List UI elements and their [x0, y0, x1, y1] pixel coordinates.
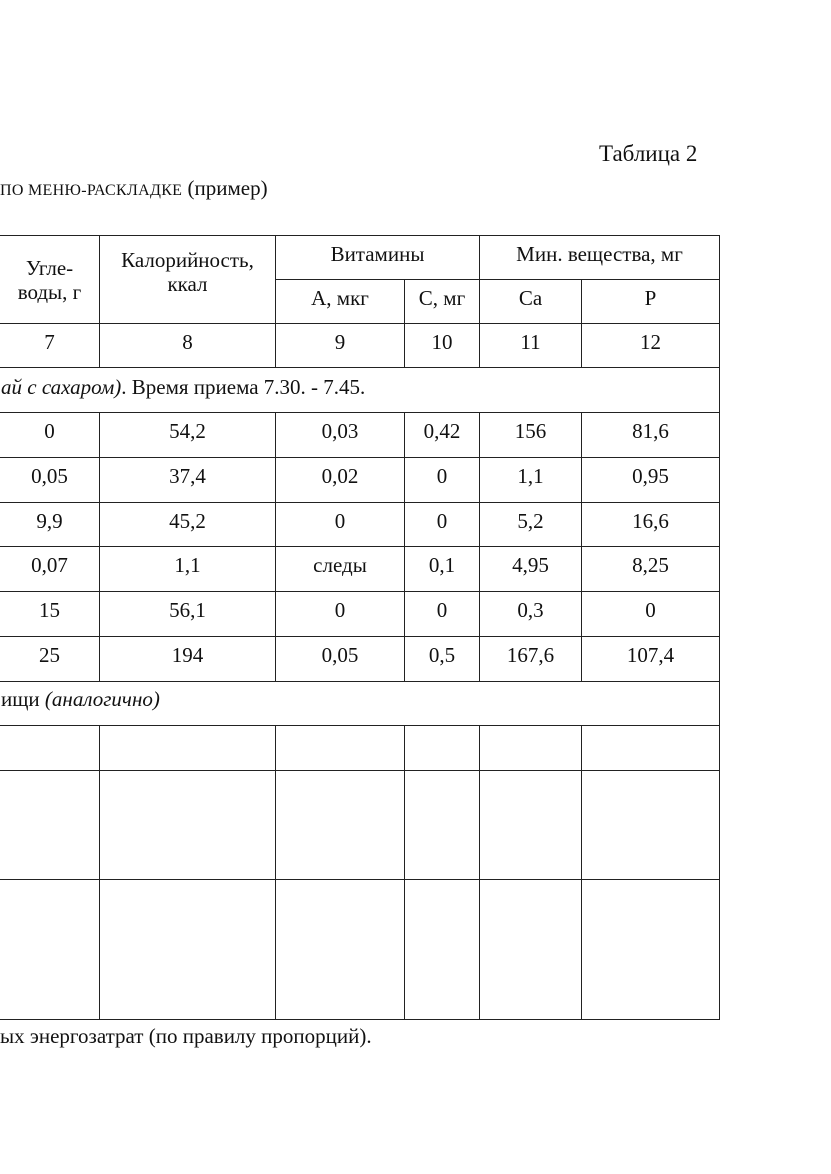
cell-phosphorus: 8,25 — [632, 553, 669, 577]
title-suffix: (пример) — [182, 176, 268, 200]
header-vitamins: Витамины — [330, 242, 425, 266]
cell-vitamin-a: 0 — [334, 509, 346, 533]
cell-vitamin-c: 0,5 — [428, 643, 456, 667]
cell-carbs: 0 — [44, 419, 55, 443]
cell-calories: 54,2 — [169, 419, 206, 443]
cell-carbs: 9,9 — [36, 509, 63, 533]
section-breakfast-time: . Время приема 7.30. - 7.45. — [121, 374, 366, 399]
column-number: 9 — [334, 330, 346, 354]
title-smallcaps: ПО МЕНЮ-РАСКЛАДКЕ — [0, 182, 183, 199]
cell-calories: 37,4 — [169, 464, 206, 488]
section-next-plain: ищи — [1, 686, 45, 711]
footnote: ых энергозатрат (по правилу пропорций). — [0, 1024, 372, 1048]
cell-calcium: 156 — [514, 419, 547, 443]
header-carbs-line1: Угле- — [25, 255, 74, 280]
cell-vitamin-c: 0 — [436, 464, 448, 488]
column-number: 11 — [520, 330, 541, 354]
cell-vitamin-c: 0 — [436, 598, 448, 622]
cell-calcium: 0,3 — [517, 598, 544, 622]
cell-carbs: 0,07 — [31, 553, 68, 577]
cell-calcium: 5,2 — [517, 509, 544, 533]
section-next-meal — [0, 682, 719, 716]
cell-calcium: 1,1 — [517, 464, 544, 488]
cell-phosphorus: 0 — [645, 598, 656, 622]
header-phosphorus: Р — [644, 286, 657, 310]
cell-carbs: 25 — [39, 643, 60, 667]
cell-calories: 1,1 — [174, 553, 201, 577]
cell-carbs: 0,05 — [31, 464, 68, 488]
cell-phosphorus: 107,4 — [626, 643, 675, 667]
cell-phosphorus: 81,6 — [632, 419, 669, 443]
cell-calcium: 4,95 — [512, 553, 549, 577]
header-calories-line1: Калорийность, — [121, 248, 254, 272]
cell-vitamin-a: следы — [313, 553, 367, 577]
header-carbs — [0, 236, 99, 323]
cell-carbs: 15 — [39, 598, 60, 622]
column-number: 12 — [640, 330, 661, 354]
header-vitamin-c: С, мг — [418, 286, 466, 310]
column-number: 7 — [44, 330, 55, 354]
header-calcium: Са — [518, 286, 543, 310]
header-carbs-line2: воды, г — [17, 279, 82, 304]
cell-calories: 45,2 — [169, 509, 206, 533]
cell-vitamin-a: 0,05 — [321, 643, 359, 667]
cell-vitamin-c: 0,42 — [423, 419, 461, 443]
cell-phosphorus: 16,6 — [632, 509, 669, 533]
table-caption: Таблица 2 — [599, 141, 698, 166]
section-next-italic: (аналогично) — [44, 686, 160, 711]
header-vitamin-a: А, мкг — [311, 286, 369, 310]
column-number: 8 — [182, 330, 193, 354]
cell-calories: 194 — [171, 643, 204, 667]
cell-vitamin-c: 0,1 — [428, 553, 456, 577]
cell-calcium: 167,6 — [506, 643, 555, 667]
column-number: 10 — [431, 330, 453, 354]
cell-vitamin-a: 0,02 — [321, 464, 359, 488]
header-calories-line2: ккал — [167, 272, 208, 296]
header-calories — [100, 236, 275, 308]
cell-calories: 56,1 — [169, 598, 206, 622]
header-minerals: Мин. вещества, мг — [516, 242, 683, 266]
cell-vitamin-a: 0 — [334, 598, 346, 622]
section-breakfast — [0, 368, 719, 406]
cell-vitamin-a: 0,03 — [321, 419, 359, 443]
cell-vitamin-c: 0 — [436, 509, 448, 533]
section-breakfast-italic: ай с сахаром) — [1, 374, 122, 399]
cell-phosphorus: 0,95 — [632, 464, 669, 488]
